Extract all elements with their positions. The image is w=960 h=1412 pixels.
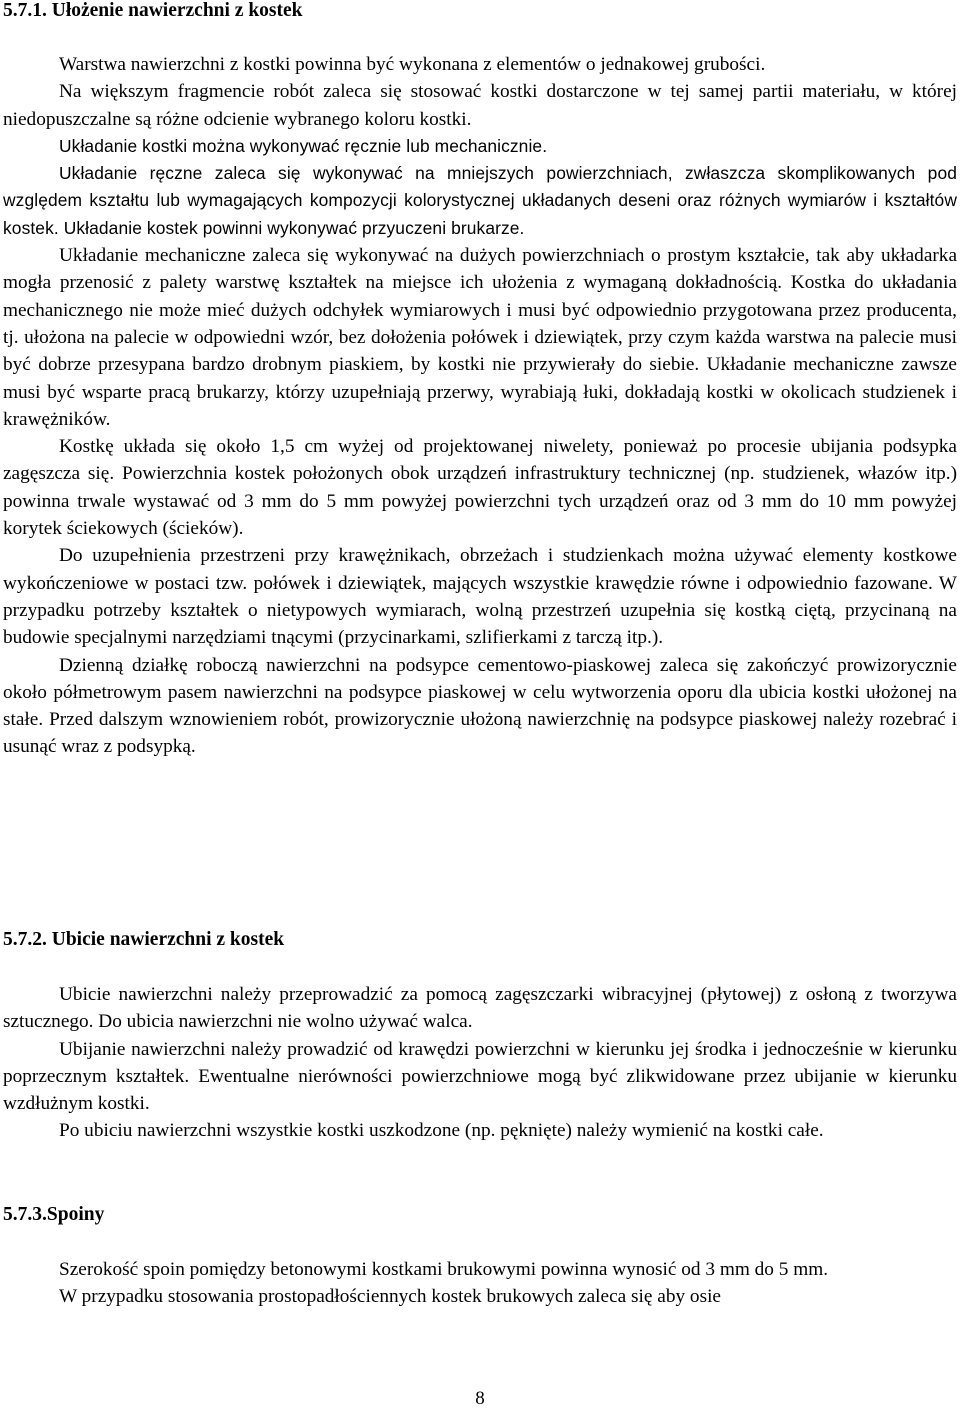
paragraph: Dzienną działkę roboczą nawierzchni na podsypce cementowo-piaskowej zaleca się zakończyć prowizorycznie około półmetrowym pasem nawierzchni na podsypce piaskowej w celu wytworzenia oporu dla ubicia kostki ułożonej na stałe. Przed dalszym wznowieniem robót, prowizorycznie ułożoną nawierzchnię na podsypce piaskowej należy rozebrać i usunąć wraz z podsypką. bbox=[3, 654, 957, 758]
paragraph: Ubijanie nawierzchni należy prowadzić od krawędzi powierzchni w kierunku jej środka i jednocześnie w kierunku poprzecznym kształtek. Ewentualne nierówności powierzchniowe mogą być zlikwidowane przez ubijanie w kierunku wzdłużnym kostki. bbox=[3, 1038, 957, 1115]
paragraph: Po ubiciu nawierzchni wszystkie kostki uszkodzone (np. pęknięte) należy wymienić na kostki całe. bbox=[59, 1120, 824, 1142]
section-body-572 bbox=[3, 981, 957, 1145]
paragraph: Układanie ręczne zaleca się wykonywać na mniejszych powierzchniach, zwłaszcza skomplikowanych pod względem kształtu lub wymagających kompozycji kolorystycznej układanych deseni oraz różnych wymiarów i kształtów kostek. Układanie kostek powinni wykonywać przyuczeni brukarze. bbox=[3, 163, 957, 238]
paragraph: Ubicie nawierzchni należy przeprowadzić za pomocą zagęszczarki wibracyjnej (płytowej) z osłoną z tworzywa sztucznego. Do ubicia nawierzchni nie wolno używać walca. bbox=[3, 984, 957, 1033]
paragraph: Układanie mechaniczne zaleca się wykonywać na dużych powierzchniach o prostym kształcie, tak aby układarka mogła przenosić z palety warstwę kształtek na miejsce ich ułożenia z wymaganą dokładnością. Kostka do układania mechanicznego nie może mieć dużych odchyłek wymiarowych i musi być odpowiednio przygotowana przez producenta, tj. ułożona na palecie w odpowiedni wzór, bez dołożenia połówek i dziewiątek, przy czym każda warstwa na palecie musi być dobrze przesypana bardzo drobnym piaskiem, by kostki nie przywierały do siebie. Układanie mechaniczne zawsze musi być wsparte pracą brukarzy, którzy uzupełniają przerwy, wyrabiają łuki, dokładają kostki w okolicach studzienek i krawężników. bbox=[3, 245, 957, 430]
section-heading-572: 5.7.2. Ubicie nawierzchni z kostek bbox=[3, 929, 285, 950]
section-heading-573: 5.7.3.Spoiny bbox=[3, 1204, 105, 1225]
section-body-571 bbox=[3, 51, 957, 761]
section-body-573 bbox=[3, 1256, 957, 1311]
paragraph: Na większym fragmencie robót zaleca się stosować kostki dostarczone w tej samej partii materiału, w której niedopuszczalne są różne odcienie wybranego koloru kostki. bbox=[3, 81, 957, 130]
paragraph: Warstwa nawierzchni z kostki powinna być wykonana z elementów o jednakowej grubości. bbox=[59, 54, 766, 75]
page-number: 8 bbox=[475, 1388, 485, 1409]
paragraph: Do uzupełnienia przestrzeni przy krawężnikach, obrzeżach i studzienkach można używać elementy kostkowe wykończeniowe w postaci tzw. połówek i dziewiątek, mających wszystkie krawędzie równe i odpowiednio fazowane. W przypadku potrzeby kształtek o nietypowych wymiarach, wolną przestrzeń uzupełnia się kostką ciętą, przycinaną na budowie specjalnymi narzędziami tnącymi (przycinarkami, szlifierkami z tarczą itp.). bbox=[3, 545, 957, 649]
paragraph: Szerokość spoin pomiędzy betonowymi kostkami brukowymi powinna wynosić od 3 mm do 5 mm. bbox=[59, 1259, 829, 1280]
section-heading-571: 5.7.1. Ułożenie nawierzchni z kostek bbox=[3, 0, 303, 21]
paragraph: Kostkę układa się około 1,5 cm wyżej od projektowanej niwelety, ponieważ po procesie ubijania podsypka zagęszcza się. Powierzchnia kostek położonych obok urządzeń infrastruktury technicznej (np. studzienek, włazów itp.) powinna trwale wystawać od 3 mm do 5 mm powyżej powierzchni tych urządzeń oraz od 3 mm do 10 mm powyżej korytek ściekowych (ścieków). bbox=[3, 436, 957, 540]
paragraph: Układanie kostki można wykonywać ręcznie lub mechanicznie. bbox=[59, 135, 548, 156]
paragraph: W przypadku stosowania prostopadłościennych kostek brukowych zaleca się aby osie bbox=[59, 1286, 721, 1308]
